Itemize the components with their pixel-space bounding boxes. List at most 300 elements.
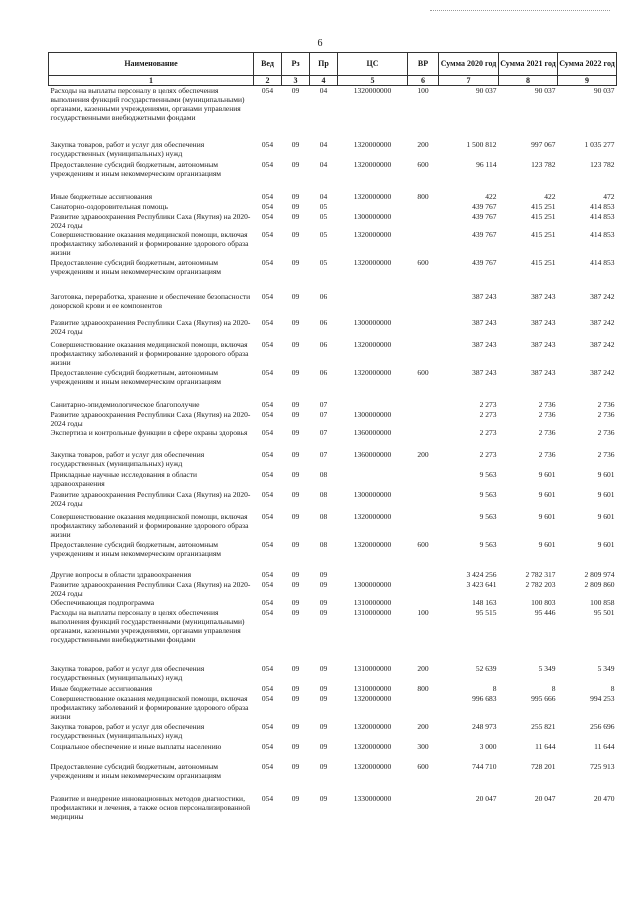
row-sum-2021: 422 — [544, 191, 556, 201]
row-cs: 1300000000 — [353, 317, 392, 327]
row-rz: 09 — [291, 741, 300, 751]
row-sum-2022: 414 853 — [590, 257, 615, 267]
row-ved: 054 — [261, 211, 274, 221]
row-cs — [338, 570, 408, 580]
row-vr — [408, 512, 439, 540]
row-name: Предоставление субсидий бюджетным, автономным учреждениям и иным некоммерческим организациям — [50, 761, 222, 780]
row-cs: 1320000000 — [353, 257, 392, 267]
row-ved: 054 — [261, 721, 274, 731]
row-sum-2021: 387 243 — [531, 317, 556, 327]
row-sum-2020: 387 243 — [472, 317, 497, 327]
row-pr: 07 — [319, 399, 328, 409]
row-rz: 09 — [291, 761, 300, 771]
row-sum-2021: 9 601 — [538, 511, 556, 521]
row-cs — [338, 400, 408, 410]
row-sum-2021: 9 601 — [538, 489, 556, 499]
table-row — [49, 580, 617, 598]
table-row — [49, 400, 617, 410]
row-ved: 054 — [261, 191, 274, 201]
table-row — [49, 608, 617, 664]
row-sum-2022: 994 253 — [590, 693, 615, 703]
row-cs: 1300000000 — [353, 211, 392, 221]
row-rz: 09 — [291, 489, 300, 499]
row-sum-2020: 387 243 — [472, 367, 497, 377]
row-rz: 09 — [291, 201, 300, 211]
row-name: Закупка товаров, работ и услуг для обеспечения государственных (муниципальных) нужд — [50, 721, 205, 740]
row-cs: 1360000000 — [353, 449, 392, 459]
row-rz: 09 — [291, 793, 300, 803]
row-sum-2022: 2 736 — [597, 449, 615, 459]
row-sum-2022: 8 — [610, 683, 615, 693]
row-sum-2022: 387 242 — [590, 317, 615, 327]
row-ved: 054 — [261, 607, 274, 617]
row-sum-2022: 256 696 — [590, 721, 615, 731]
row-rz: 09 — [291, 367, 300, 377]
row-sum-2022: 9 601 — [597, 469, 615, 479]
row-sum-2021: 415 251 — [531, 257, 556, 267]
row-sum-2020: 3 424 256 — [466, 569, 497, 579]
row-vr: 800 — [417, 683, 429, 693]
row-ved: 054 — [261, 229, 274, 239]
row-sum-2020: 248 973 — [472, 721, 497, 731]
row-rz: 09 — [291, 539, 300, 549]
row-ved: 054 — [261, 291, 274, 301]
row-sum-2022: 2 809 974 — [584, 569, 615, 579]
row-sum-2020: 1 500 812 — [466, 139, 497, 149]
table-row — [49, 794, 617, 824]
row-vr: 600 — [417, 539, 429, 549]
row-vr: 100 — [417, 86, 429, 95]
row-rz: 09 — [291, 211, 300, 221]
row-name: Санитарно-эпидемиологическое благополучие — [50, 399, 200, 409]
row-vr: 600 — [417, 367, 429, 377]
row-sum-2020: 439 767 — [472, 257, 497, 267]
row-vr — [408, 694, 439, 722]
row-sum-2022: 387 242 — [590, 339, 615, 349]
header-sum-2021: Сумма 2021 год — [499, 53, 558, 76]
row-cs: 1320000000 — [353, 721, 392, 731]
row-ved: 054 — [261, 139, 274, 149]
row-sum-2022: 2 736 — [597, 399, 615, 409]
row-pr: 09 — [319, 579, 328, 589]
row-vr — [408, 212, 439, 230]
row-pr: 06 — [319, 317, 328, 327]
row-sum-2021: 997 067 — [531, 139, 556, 149]
row-ved: 054 — [261, 427, 274, 437]
row-ved: 054 — [261, 539, 274, 549]
header-pr: Пр — [310, 53, 338, 76]
row-rz: 09 — [291, 339, 300, 349]
row-rz: 09 — [291, 693, 300, 703]
column-number: 5 — [338, 76, 408, 86]
row-sum-2020: 2 273 — [479, 427, 497, 437]
row-pr: 04 — [319, 159, 328, 169]
header-sum-2022: Сумма 2022 год — [558, 53, 617, 76]
header-row — [49, 53, 617, 76]
budget-table — [48, 52, 617, 824]
row-name: Закупка товаров, работ и услуг для обеспечения государственных (муниципальных) нужд — [50, 663, 205, 682]
row-rz: 09 — [291, 427, 300, 437]
row-pr: 09 — [319, 597, 328, 607]
row-sum-2022: 2 736 — [597, 409, 615, 419]
row-name: Экспертиза и контрольные функции в сфере охраны здоровья — [50, 427, 248, 437]
table-row — [49, 428, 617, 450]
row-sum-2022: 414 853 — [590, 229, 615, 239]
row-rz: 09 — [291, 663, 300, 673]
row-cs: 1320000000 — [353, 139, 392, 149]
row-ved: 054 — [261, 367, 274, 377]
row-sum-2022: 90 037 — [593, 86, 615, 95]
row-ved: 054 — [261, 469, 274, 479]
row-sum-2022: 414 853 — [590, 211, 615, 221]
row-sum-2022: 414 853 — [590, 201, 615, 211]
row-ved: 054 — [261, 761, 274, 771]
row-pr: 09 — [319, 569, 328, 579]
row-pr: 05 — [319, 257, 328, 267]
row-pr: 08 — [319, 469, 328, 479]
row-pr: 04 — [319, 86, 328, 95]
row-vr — [408, 410, 439, 428]
row-cs: 1300000000 — [353, 579, 392, 589]
row-rz: 09 — [291, 683, 300, 693]
table-row — [49, 470, 617, 490]
row-cs: 1300000000 — [353, 489, 392, 499]
row-name: Предоставление субсидий бюджетным, автономным учреждениям и иным некоммерческим организациям — [50, 367, 222, 386]
row-pr: 09 — [319, 793, 328, 803]
row-pr: 05 — [319, 201, 328, 211]
column-number: 7 — [439, 76, 499, 86]
row-ved: 054 — [261, 511, 274, 521]
row-cs: 1320000000 — [353, 511, 392, 521]
row-ved: 054 — [261, 339, 274, 349]
row-pr: 09 — [319, 663, 328, 673]
row-rz: 09 — [291, 597, 300, 607]
row-sum-2021: 100 803 — [531, 597, 556, 607]
row-name: Другие вопросы в области здравоохранения — [50, 569, 192, 579]
column-number: 1 — [49, 76, 254, 86]
row-pr: 09 — [319, 607, 328, 617]
row-ved: 054 — [261, 159, 274, 169]
row-ved: 054 — [261, 741, 274, 751]
row-cs: 1320000000 — [353, 741, 392, 751]
table-row — [49, 664, 617, 684]
row-vr — [408, 428, 439, 450]
row-vr: 300 — [417, 741, 429, 751]
row-sum-2022: 100 858 — [590, 597, 615, 607]
row-sum-2020: 387 243 — [472, 339, 497, 349]
row-rz: 09 — [291, 291, 300, 301]
row-name: Развитие здравоохранения Республики Саха (Якутия) на 2020-2024 годы — [50, 579, 251, 598]
table-row — [49, 86, 617, 140]
row-pr: 05 — [319, 229, 328, 239]
table-row — [49, 292, 617, 318]
row-name: Закупка товаров, работ и услуг для обеспечения государственных (муниципальных) нужд — [50, 449, 205, 468]
row-cs: 1320000000 — [353, 191, 392, 201]
row-rz: 09 — [291, 399, 300, 409]
row-name: Развитие здравоохранения Республики Саха (Якутия) на 2020-2024 годы — [50, 409, 251, 428]
column-number: 2 — [254, 76, 282, 86]
header-rz: Рз — [282, 53, 310, 76]
row-sum-2021: 123 782 — [531, 159, 556, 169]
row-pr: 04 — [319, 139, 328, 149]
header-ved: Вед — [254, 53, 282, 76]
table-row — [49, 410, 617, 428]
row-cs: 1310000000 — [353, 663, 392, 673]
row-sum-2021: 2 736 — [538, 427, 556, 437]
row-cs: 1320000000 — [353, 761, 392, 771]
row-sum-2022: 95 501 — [593, 607, 615, 617]
row-name: Совершенствование оказания медицинской помощи, включая профилактику заболеваний и формирование здорового образа жизни — [50, 693, 249, 721]
row-rz: 09 — [291, 569, 300, 579]
table-row — [49, 140, 617, 160]
row-vr — [408, 230, 439, 258]
row-sum-2021: 95 446 — [534, 607, 556, 617]
row-sum-2020: 387 243 — [472, 291, 497, 301]
row-pr: 04 — [319, 191, 328, 201]
row-sum-2021: 20 047 — [534, 793, 556, 803]
table-row — [49, 258, 617, 292]
row-rz: 09 — [291, 159, 300, 169]
row-sum-2020: 439 767 — [472, 211, 497, 221]
row-cs: 1310000000 — [353, 683, 392, 693]
row-name: Развитие здравоохранения Республики Саха (Якутия) на 2020-2024 годы — [50, 489, 251, 508]
row-rz: 09 — [291, 449, 300, 459]
column-number: 6 — [408, 76, 439, 86]
table-row — [49, 368, 617, 400]
row-pr: 09 — [319, 741, 328, 751]
table-row — [49, 160, 617, 192]
column-number: 9 — [558, 76, 617, 86]
row-sum-2021: 415 251 — [531, 229, 556, 239]
table-row — [49, 490, 617, 512]
row-pr: 07 — [319, 449, 328, 459]
row-ved: 054 — [261, 569, 274, 579]
row-vr: 100 — [417, 607, 429, 617]
row-name: Иные бюджетные ассигнования — [50, 191, 153, 201]
row-cs: 1320000000 — [353, 229, 392, 239]
row-cs: 1320000000 — [353, 367, 392, 377]
row-sum-2020: 9 563 — [479, 469, 497, 479]
row-vr — [408, 470, 439, 490]
row-sum-2020: 2 273 — [479, 409, 497, 419]
row-sum-2022: 9 601 — [597, 539, 615, 549]
row-name: Обеспечивающая подпрограмма — [50, 597, 155, 607]
row-vr — [408, 202, 439, 212]
row-rz: 09 — [291, 511, 300, 521]
row-rz: 09 — [291, 721, 300, 731]
row-name: Развитие здравоохранения Республики Саха (Якутия) на 2020-2024 годы — [50, 211, 251, 230]
row-pr: 07 — [319, 427, 328, 437]
row-cs — [338, 470, 408, 490]
row-vr — [408, 340, 439, 368]
row-pr: 09 — [319, 693, 328, 703]
row-sum-2020: 90 037 — [475, 86, 497, 95]
row-name: Закупка товаров, работ и услуг для обеспечения государственных (муниципальных) нужд — [50, 139, 205, 158]
row-rz: 09 — [291, 86, 300, 95]
header-cs: ЦС — [338, 53, 408, 76]
row-sum-2021: 415 251 — [531, 201, 556, 211]
row-sum-2022: 2 736 — [597, 427, 615, 437]
row-ved: 054 — [261, 409, 274, 419]
row-cs: 1330000000 — [353, 793, 392, 803]
row-sum-2020: 148 163 — [472, 597, 497, 607]
row-name: Развитие и внедрение инновационных методов диагностики, профилактики и лечения, а также основ персонализированной медицины — [50, 793, 251, 821]
row-pr: 07 — [319, 409, 328, 419]
row-sum-2021: 5 349 — [538, 663, 556, 673]
row-sum-2022: 387 242 — [590, 367, 615, 377]
row-sum-2021: 387 243 — [531, 339, 556, 349]
column-number: 8 — [499, 76, 558, 86]
header-vr: ВР — [408, 53, 439, 76]
row-vr — [408, 794, 439, 824]
row-cs: 1310000000 — [353, 597, 392, 607]
row-cs: 1320000000 — [353, 539, 392, 549]
row-sum-2020: 96 114 — [476, 159, 497, 169]
row-ved: 054 — [261, 597, 274, 607]
row-name: Предоставление субсидий бюджетным, автономным учреждениям и иным некоммерческим организациям — [50, 539, 222, 558]
row-sum-2022: 9 601 — [597, 489, 615, 499]
row-vr: 800 — [417, 191, 429, 201]
row-rz: 09 — [291, 607, 300, 617]
row-rz: 09 — [291, 229, 300, 239]
row-ved: 054 — [261, 86, 274, 95]
table-row — [49, 450, 617, 470]
row-name: Социальное обеспечение и иные выплаты населению — [50, 741, 222, 751]
row-ved: 054 — [261, 317, 274, 327]
row-sum-2020: 2 273 — [479, 399, 497, 409]
row-rz: 09 — [291, 257, 300, 267]
row-rz: 09 — [291, 317, 300, 327]
row-pr: 06 — [319, 367, 328, 377]
table-row — [49, 212, 617, 230]
table-row — [49, 230, 617, 258]
row-sum-2021: 2 736 — [538, 449, 556, 459]
row-sum-2020: 996 683 — [472, 693, 497, 703]
row-sum-2022: 11 644 — [594, 741, 615, 751]
row-vr — [408, 318, 439, 340]
row-sum-2022: 5 349 — [597, 663, 615, 673]
row-vr — [408, 490, 439, 512]
table-row — [49, 192, 617, 202]
row-sum-2022: 387 242 — [590, 291, 615, 301]
row-cs: 1310000000 — [353, 607, 392, 617]
row-name: Санаторно-оздоровительная помощь — [50, 201, 168, 211]
row-sum-2020: 422 — [485, 191, 497, 201]
row-sum-2021: 2 736 — [538, 399, 556, 409]
row-sum-2022: 1 035 277 — [584, 139, 615, 149]
table-row — [49, 762, 617, 794]
row-ved: 054 — [261, 201, 274, 211]
table-row — [49, 570, 617, 580]
row-sum-2022: 725 913 — [590, 761, 615, 771]
row-ved: 054 — [261, 683, 274, 693]
table-row — [49, 598, 617, 608]
row-sum-2020: 744 710 — [472, 761, 497, 771]
header-sum-2020: Сумма 2020 год — [439, 53, 499, 76]
row-name: Совершенствование оказания медицинской помощи, включая профилактику заболеваний и формирование здорового образа жизни — [50, 339, 249, 367]
row-vr — [408, 570, 439, 580]
row-vr: 200 — [417, 449, 429, 459]
row-name: Совершенствование оказания медицинской помощи, включая профилактику заболеваний и формирование здорового образа жизни — [50, 229, 249, 257]
row-sum-2020: 9 563 — [479, 511, 497, 521]
row-sum-2020: 2 273 — [479, 449, 497, 459]
row-pr: 09 — [319, 721, 328, 731]
row-pr: 06 — [319, 339, 328, 349]
row-sum-2020: 9 563 — [479, 539, 497, 549]
row-name: Развитие здравоохранения Республики Саха (Якутия) на 2020-2024 годы — [50, 317, 251, 336]
row-sum-2020: 439 767 — [472, 229, 497, 239]
row-ved: 054 — [261, 449, 274, 459]
column-number: 4 — [310, 76, 338, 86]
row-vr: 600 — [417, 257, 429, 267]
row-sum-2022: 472 — [603, 191, 615, 201]
row-name: Иные бюджетные ассигнования — [50, 683, 153, 693]
row-cs — [338, 292, 408, 318]
row-sum-2021: 8 — [551, 683, 556, 693]
row-ved: 054 — [261, 663, 274, 673]
row-ved: 054 — [261, 579, 274, 589]
header-name: Наименование — [49, 53, 254, 76]
table-row — [49, 722, 617, 742]
row-ved: 054 — [261, 257, 274, 267]
row-pr: 09 — [319, 761, 328, 771]
table-row — [49, 202, 617, 212]
table-row — [49, 340, 617, 368]
row-cs — [338, 202, 408, 212]
row-vr — [408, 400, 439, 410]
row-ved: 054 — [261, 489, 274, 499]
row-sum-2021: 728 201 — [531, 761, 556, 771]
row-ved: 054 — [261, 793, 274, 803]
table-row — [49, 540, 617, 570]
row-name: Расходы на выплаты персоналу в целях обеспечения выполнения функций государственными (муниципальными) органами, казенными учреждениями, органами управления государственными внебюджетными фондами — [50, 607, 245, 644]
row-sum-2020: 95 515 — [475, 607, 497, 617]
row-rz: 09 — [291, 469, 300, 479]
row-sum-2021: 387 243 — [531, 367, 556, 377]
row-cs: 1320000000 — [353, 693, 392, 703]
row-sum-2022: 2 809 860 — [584, 579, 615, 589]
table-row — [49, 512, 617, 540]
table-row — [49, 694, 617, 722]
row-vr: 600 — [417, 761, 429, 771]
row-vr: 200 — [417, 721, 429, 731]
row-cs: 1320000000 — [353, 86, 392, 95]
row-name: Расходы на выплаты персоналу в целях обеспечения выполнения функций государственными (муниципальными) органами, казенными учреждениями, органами управления государственными внебюджетными фондами — [50, 86, 245, 122]
row-sum-2021: 9 601 — [538, 469, 556, 479]
row-rz: 09 — [291, 191, 300, 201]
row-rz: 09 — [291, 139, 300, 149]
row-pr: 05 — [319, 211, 328, 221]
row-vr — [408, 598, 439, 608]
row-sum-2021: 415 251 — [531, 211, 556, 221]
row-sum-2022: 9 601 — [597, 511, 615, 521]
row-name: Заготовка, переработка, хранение и обеспечение безопасности донорской крови и ее компонентов — [50, 291, 251, 310]
table-row — [49, 684, 617, 694]
row-sum-2021: 2 782 203 — [525, 579, 556, 589]
table-row — [49, 742, 617, 762]
row-sum-2021: 995 666 — [531, 693, 556, 703]
row-vr — [408, 292, 439, 318]
row-rz: 09 — [291, 579, 300, 589]
row-sum-2020: 439 767 — [472, 201, 497, 211]
row-sum-2020: 20 047 — [475, 793, 497, 803]
row-sum-2021: 90 037 — [534, 86, 556, 95]
row-sum-2021: 255 821 — [531, 721, 556, 731]
row-vr: 600 — [417, 159, 429, 169]
column-number: 3 — [282, 76, 310, 86]
row-pr: 06 — [319, 291, 328, 301]
row-sum-2020: 3 423 641 — [466, 579, 497, 589]
